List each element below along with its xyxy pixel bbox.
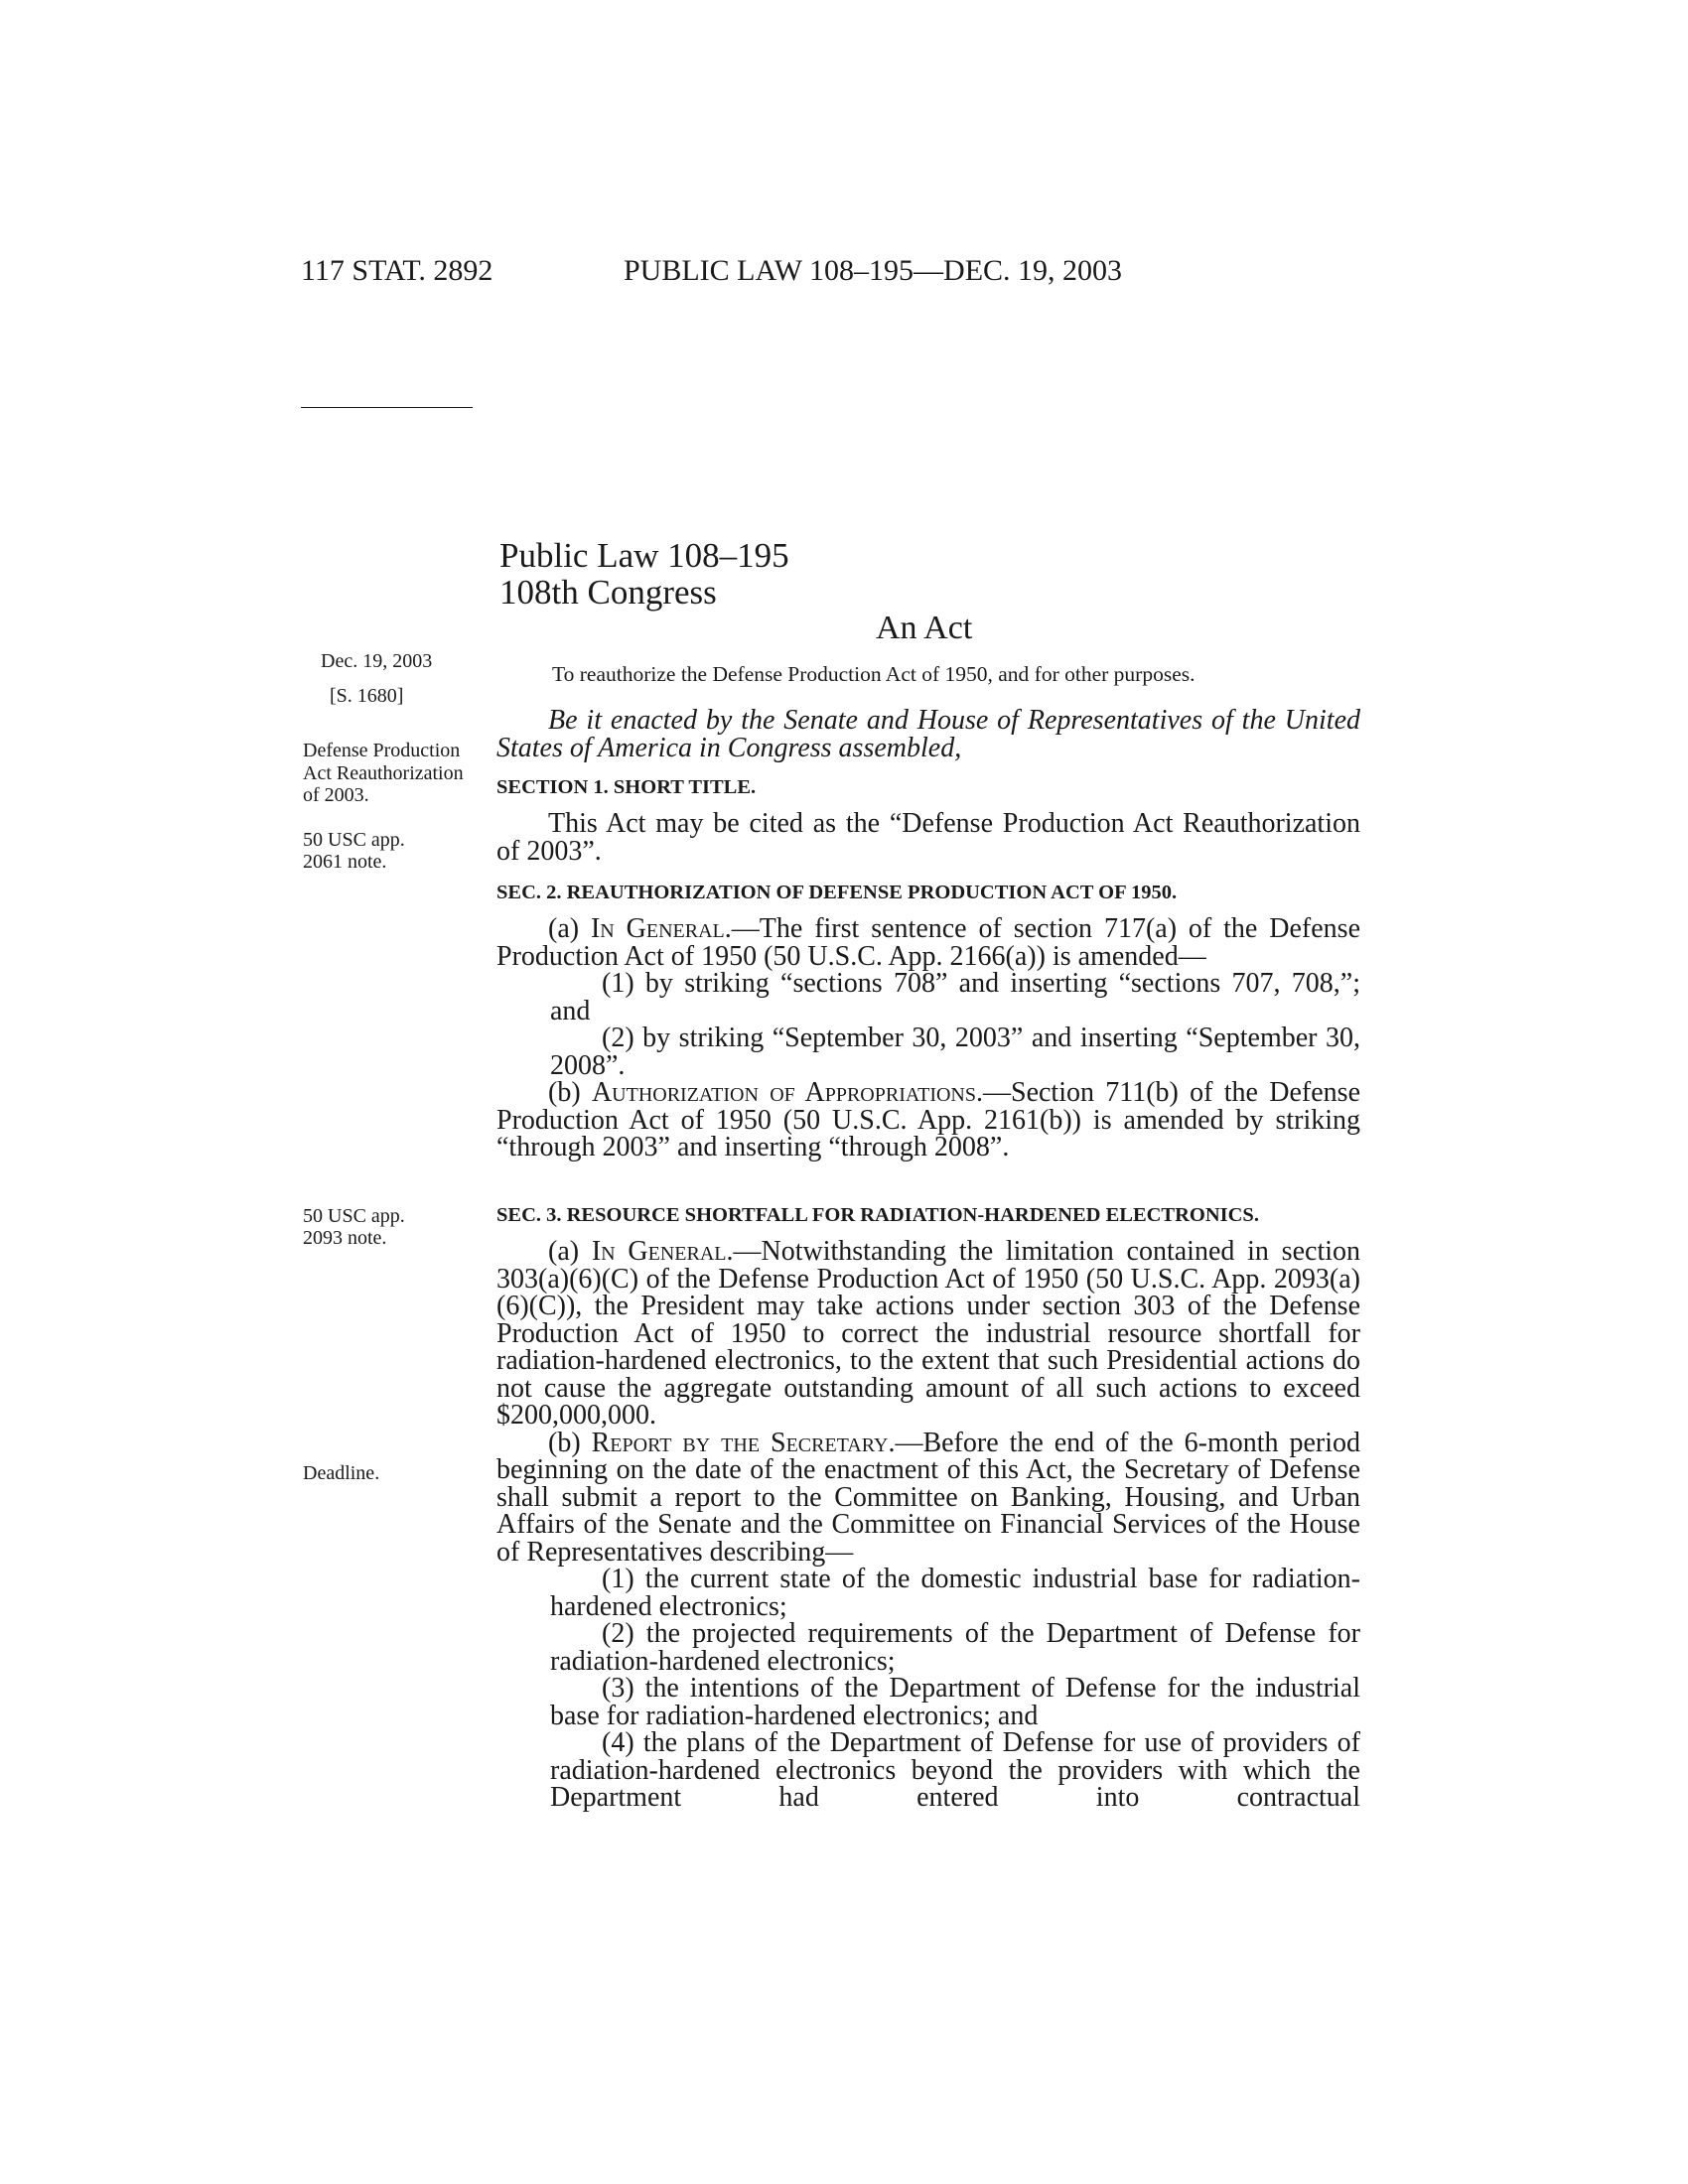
section-3-a-label: (a) <box>548 1236 592 1267</box>
section-1-heading: SECTION 1. SHORT TITLE. <box>496 776 757 798</box>
section-3-subsection-a <box>496 1238 1360 1430</box>
enacting-clause: Be it enacted by the Senate and House of Representatives of the United States of America in Congress assembled, <box>496 705 1360 763</box>
section-2-a-label: (a) <box>548 913 591 944</box>
section-3-b-item-3: (3) the intentions of the Department of Defense for the industrial base for radiation-hardened electronics; and <box>550 1673 1360 1731</box>
margin-usc-note-2-line2: 2093 note. <box>303 1227 387 1249</box>
section-2-a-item-2: (2) by striking “September 30, 2003” and inserting “September 30, 2008”. <box>550 1023 1360 1081</box>
section-2-a-text: .—The first sentence of section 717(a) of the Defense Production Act of 1950 (50 U.S.C. App. 2166(a)) is amended— <box>496 913 1360 972</box>
section-3-b-item-1: (1) the current state of the domestic industrial base for radiation-hardened electronics; <box>550 1564 1360 1622</box>
law-number: Public Law 108–195 <box>499 536 789 575</box>
section-3-b-text: .—Before the end of the 6-month period beginning on the date of the enactment of this Act, the Secretary of Defense shall submit a report to the Committee on Banking, Housing, and Urban Affairs of the Senate and the Committee on Financial Services of the House of Representatives describing— <box>496 1427 1361 1568</box>
section-3-b-label: (b) <box>548 1427 592 1458</box>
section-3-a-caption: In General <box>591 1236 727 1267</box>
margin-deadline: Deadline. <box>303 1462 380 1484</box>
section-2-b-label: (b) <box>548 1077 592 1108</box>
margin-usc-note-1-line2: 2061 note. <box>303 851 387 873</box>
section-2-b-caption: Authorization of Appropriations <box>591 1077 976 1108</box>
section-3-b-item-4: (4) the plans of the Department of Defense for use of providers of radiation-hardened electronics beyond the providers with which the Department had entered into contractual <box>550 1727 1360 1813</box>
section-2-subsection-b <box>496 1079 1360 1161</box>
section-2-b-text: .—Section 711(b) of the Defense Production Act of 1950 (50 U.S.C. App. 2161(b)) is amended by striking “through 2003” and inserting “through 2008”. <box>496 1077 1360 1162</box>
margin-bill-number: [S. 1680] <box>330 685 404 707</box>
section-3-b-item-2: (2) the projected requirements of the Department of Defense for radiation-hardened electronics; <box>550 1618 1360 1677</box>
long-title: To reauthorize the Defense Production Act of 1950, and for other purposes. <box>552 662 1196 686</box>
stat-page-citation: 117 STAT. 2892 <box>301 254 493 287</box>
section-3-a-text: .—Notwithstanding the limitation contained in section 303(a)(6)(C) of the Defense Production Act of 1950 (50 U.S.C. App. 2093(a)(6)(C)), the President may take actions under section 303 of the Defense Production Act of 1950 to correct the industrial resource shortfall for radiation-hardened electronics, to the extent that such Presidential actions do not cause the aggregate outstanding amount of all such actions to exceed $200,000,000. <box>496 1236 1360 1431</box>
margin-usc-note-2-line1: 50 USC app. <box>303 1205 405 1227</box>
section-3-heading: SEC. 3. RESOURCE SHORTFALL FOR RADIATION-HARDENED ELECTRONICS. <box>496 1204 1259 1226</box>
enacting-clause-block <box>496 707 1360 761</box>
act-label: An Act <box>876 610 973 646</box>
section-2 <box>496 882 1360 1161</box>
section-3-subsection-b <box>496 1427 1361 1568</box>
section-2-a-item-1: (1) by striking “sections 708” and inserting “sections 707, 708,”; and <box>550 968 1360 1026</box>
running-title: PUBLIC LAW 108–195—DEC. 19, 2003 <box>624 254 1123 287</box>
section-2-a-caption: In General <box>590 913 725 944</box>
section-1-text: This Act may be cited as the “Defense Production Act Reauthorization of 2003”. <box>496 808 1360 867</box>
margin-short-title-note: Defense Production Act Reauthorization of 2003. <box>303 740 464 806</box>
margin-usc-note-1-line1: 50 USC app. <box>303 829 405 851</box>
section-3-b-caption: Report by the Secretary <box>591 1427 889 1458</box>
section-1 <box>496 776 1360 865</box>
margin-date: Dec. 19, 2003 <box>321 650 433 672</box>
margin-rule <box>301 407 473 408</box>
congress-number: 108th Congress <box>499 573 717 612</box>
section-2-subsection-a <box>496 915 1360 970</box>
section-3 <box>496 1204 1360 1812</box>
section-2-heading: SEC. 2. REAUTHORIZATION OF DEFENSE PRODUCTION ACT OF 1950. <box>496 882 1178 903</box>
